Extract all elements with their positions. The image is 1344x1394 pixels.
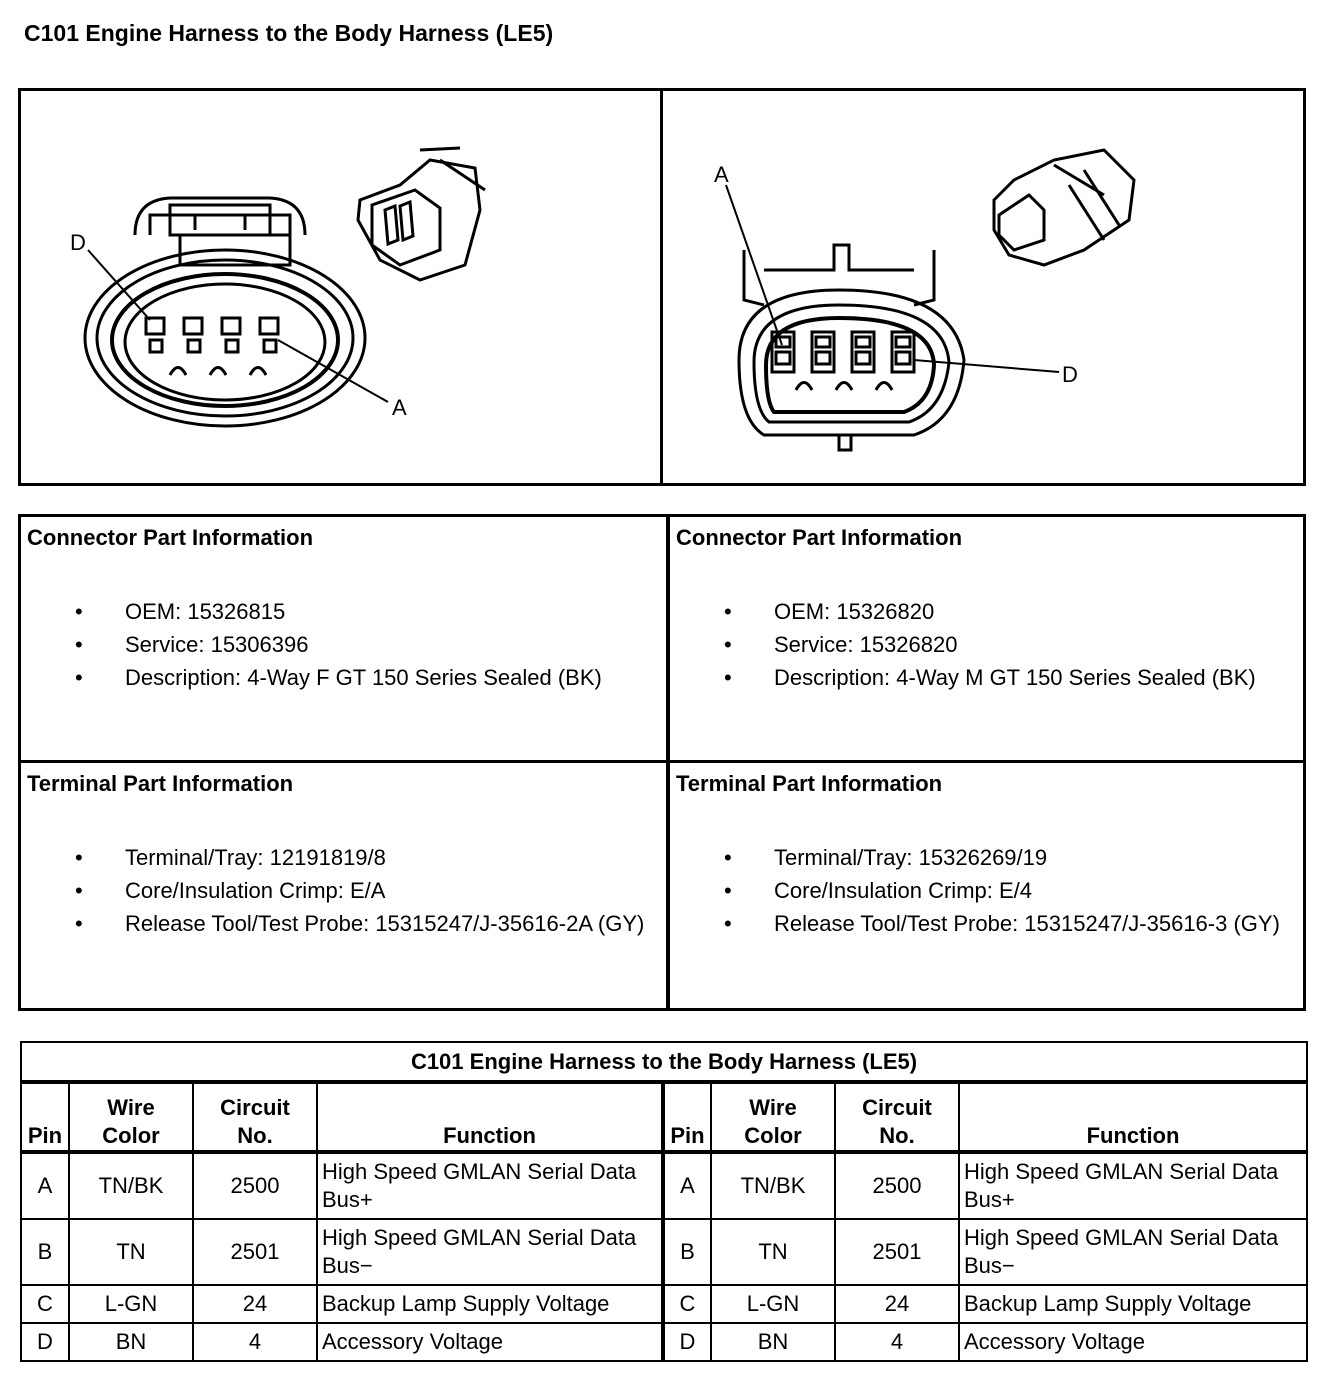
cell-function: High Speed GMLAN Serial Data Bus+ xyxy=(959,1152,1307,1219)
list-item: • Description: 4-Way F GT 150 Series Sealed (BK) xyxy=(75,665,602,690)
cell-function: High Speed GMLAN Serial Data Bus+ xyxy=(317,1152,663,1219)
header-wire-color: Wire Color xyxy=(69,1082,193,1152)
list-item: • OEM: 15326820 xyxy=(724,599,935,624)
page-title: C101 Engine Harness to the Body Harness (LE5) xyxy=(24,20,554,46)
bullet-icon: • xyxy=(724,845,732,870)
right-pin-label-bottom: D xyxy=(1062,362,1078,387)
cell-circuit: 24 xyxy=(835,1285,959,1323)
bullet-icon: • xyxy=(75,599,83,624)
header-wire-color: Wire Color xyxy=(711,1082,835,1152)
cell-wire-color: L-GN xyxy=(711,1285,835,1323)
header-circuit-no: Circuit No. xyxy=(835,1082,959,1152)
list-item: • Release Tool/Test Probe: 15315247/J-35616-3 (GY) xyxy=(724,911,1280,936)
list-item: • Core/Insulation Crimp: E/4 xyxy=(724,878,1032,903)
female-connector-face-drawing xyxy=(20,90,660,484)
table-row xyxy=(21,1285,1307,1323)
terminal-info-heading: Terminal Part Information xyxy=(27,771,294,796)
bullet-icon: • xyxy=(75,911,83,936)
connector-info-heading: Connector Part Information xyxy=(676,525,963,550)
cell-wire-color: TN/BK xyxy=(69,1152,193,1219)
cell-pin: C xyxy=(663,1285,711,1323)
cell-wire-color: BN xyxy=(69,1323,193,1361)
pin-table xyxy=(20,1041,1308,1362)
pin-table-title: C101 Engine Harness to the Body Harness (LE5) xyxy=(21,1042,1307,1082)
list-item: • Service: 15326820 xyxy=(724,632,958,657)
male-connector-face-drawing xyxy=(664,90,1304,484)
bullet-icon: • xyxy=(724,665,732,690)
list-item: • Service: 15306396 xyxy=(75,632,309,657)
cell-function: Backup Lamp Supply Voltage xyxy=(317,1285,663,1323)
right-pin-label-top: A xyxy=(714,162,729,187)
cell-circuit: 2501 xyxy=(193,1219,317,1285)
terminal-info-heading: Terminal Part Information xyxy=(676,771,943,796)
connector-info-heading: Connector Part Information xyxy=(27,525,314,550)
diagram-divider xyxy=(660,88,663,486)
cell-wire-color: TN xyxy=(69,1219,193,1285)
bullet-icon: • xyxy=(724,911,732,936)
cell-pin: A xyxy=(663,1152,711,1219)
cell-function: Accessory Voltage xyxy=(317,1323,663,1361)
bullet-icon: • xyxy=(724,632,732,657)
cell-wire-color: TN xyxy=(711,1219,835,1285)
terminal-info-list xyxy=(21,843,666,942)
cell-pin: A xyxy=(21,1152,69,1219)
cell-wire-color: BN xyxy=(711,1323,835,1361)
connector-info-list xyxy=(670,597,1303,696)
cell-circuit: 2500 xyxy=(193,1152,317,1219)
header-pin: Pin xyxy=(21,1082,69,1152)
list-item: • Terminal/Tray: 12191819/8 xyxy=(75,845,386,870)
table-row xyxy=(21,1219,1307,1285)
left-pin-label-top: D xyxy=(70,230,86,255)
list-item: • Release Tool/Test Probe: 15315247/J-35616-2A (GY) xyxy=(75,911,645,936)
bullet-icon: • xyxy=(75,845,83,870)
cell-pin: C xyxy=(21,1285,69,1323)
cell-circuit: 4 xyxy=(835,1323,959,1361)
cell-wire-color: L-GN xyxy=(69,1285,193,1323)
cell-circuit: 2500 xyxy=(835,1152,959,1219)
cell-circuit: 4 xyxy=(193,1323,317,1361)
cell-pin: D xyxy=(21,1323,69,1361)
list-item: • Terminal/Tray: 15326269/19 xyxy=(724,845,1048,870)
bullet-icon: • xyxy=(75,878,83,903)
terminal-info-left xyxy=(21,763,666,1008)
header-function: Function xyxy=(959,1082,1307,1152)
table-row xyxy=(21,1152,1307,1219)
cell-function: High Speed GMLAN Serial Data Bus− xyxy=(959,1219,1307,1285)
terminal-info-list xyxy=(670,843,1303,942)
cell-function: Backup Lamp Supply Voltage xyxy=(959,1285,1307,1323)
connector-info-left xyxy=(21,517,666,760)
bullet-icon: • xyxy=(724,599,732,624)
cell-pin: D xyxy=(663,1323,711,1361)
cell-circuit: 2501 xyxy=(835,1219,959,1285)
terminal-info-right xyxy=(670,763,1303,1008)
cell-pin: B xyxy=(663,1219,711,1285)
cell-function: Accessory Voltage xyxy=(959,1323,1307,1361)
connector-info-list xyxy=(21,597,666,696)
list-item: • OEM: 15326815 xyxy=(75,599,286,624)
cell-function: High Speed GMLAN Serial Data Bus− xyxy=(317,1219,663,1285)
bullet-icon: • xyxy=(75,632,83,657)
pin-table-header xyxy=(21,1082,1307,1152)
header-function: Function xyxy=(317,1082,663,1152)
table-row xyxy=(21,1323,1307,1361)
bullet-icon: • xyxy=(75,665,83,690)
left-pin-label-bottom: A xyxy=(392,395,407,420)
connector-info-right xyxy=(670,517,1303,760)
header-pin: Pin xyxy=(663,1082,711,1152)
bullet-icon: • xyxy=(724,878,732,903)
list-item: • Description: 4-Way M GT 150 Series Sealed (BK) xyxy=(724,665,1256,690)
cell-circuit: 24 xyxy=(193,1285,317,1323)
list-item: • Core/Insulation Crimp: E/A xyxy=(75,878,386,903)
cell-wire-color: TN/BK xyxy=(711,1152,835,1219)
cell-pin: B xyxy=(21,1219,69,1285)
header-circuit-no: Circuit No. xyxy=(193,1082,317,1152)
